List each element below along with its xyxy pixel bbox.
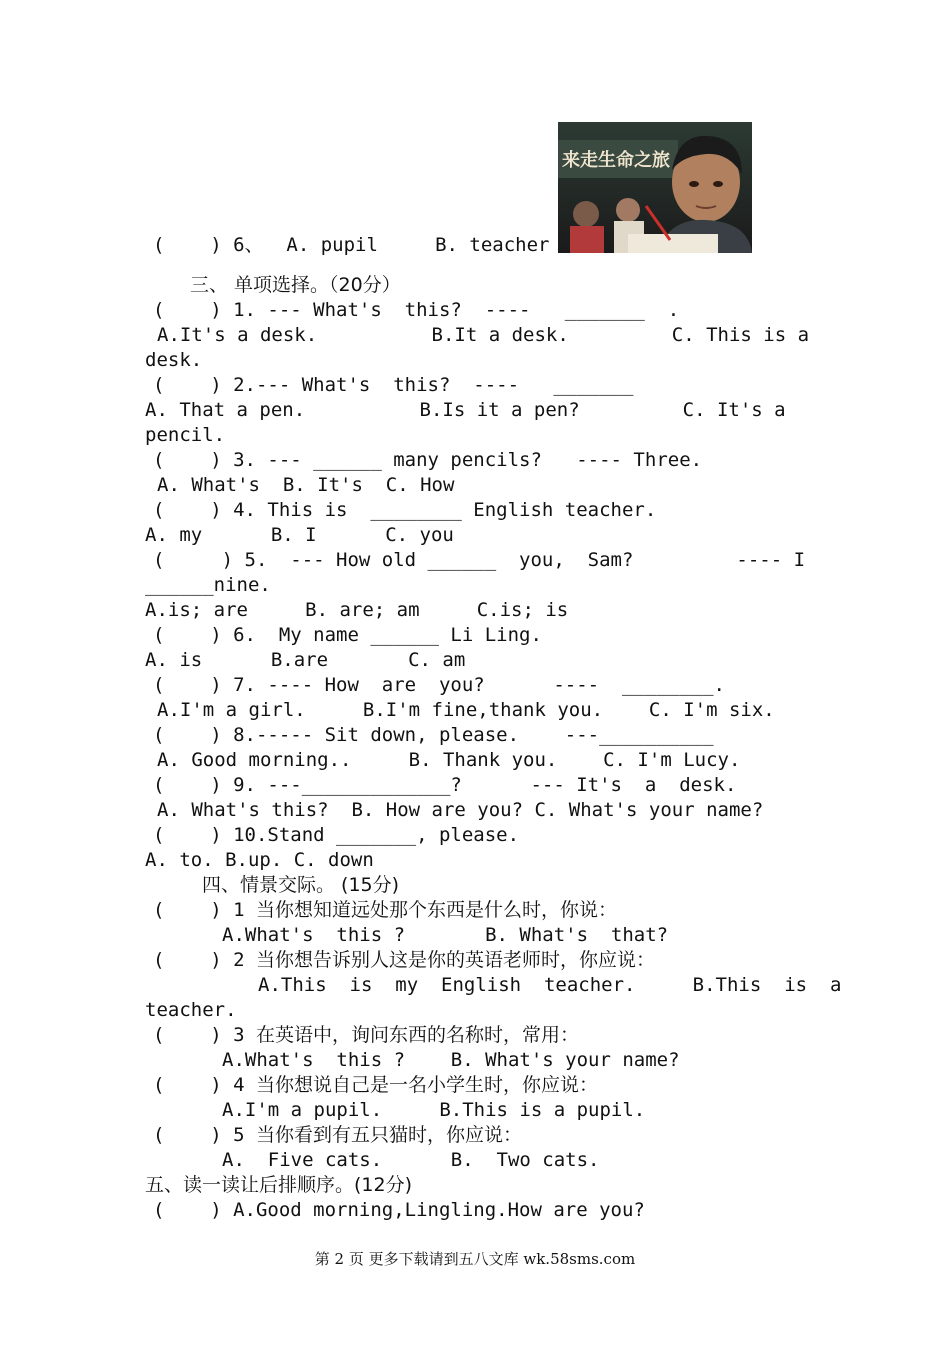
worksheet-line: A. is B.are C. am (145, 649, 466, 671)
worksheet-line: ( ) 6、 A. pupil B. teacher (153, 234, 550, 256)
worksheet-line: teacher. (145, 999, 237, 1021)
worksheet-line: 四、情景交际。 (15分) (202, 874, 400, 896)
worksheet-line: A.is; are B. are; am C.is; is (145, 599, 569, 621)
student-photo (558, 122, 752, 253)
worksheet-line: ( ) 2.--- What's this? ---- _______ (153, 374, 634, 396)
worksheet-line: A.I'm a pupil. B.This is a pupil. (222, 1099, 646, 1121)
worksheet-line: ( ) 10.Stand _______, please. (153, 824, 520, 846)
worksheet-line: A. Good morning.. B. Thank you. C. I'm Lucy. (157, 749, 741, 771)
worksheet-line: A. What's B. It's C. How (157, 474, 455, 496)
worksheet-line: ( ) 1 当你想知道远处那个东西是什么时，你说： (153, 899, 617, 921)
worksheet-line: A. to. B.up. C. down (145, 849, 374, 871)
worksheet-line: A.What's this ? B. What's your name? (222, 1049, 680, 1071)
worksheet-line: A. That a pen. B.Is it a pen? C. It's a (145, 399, 786, 421)
worksheet-line: A.I'm a girl. B.I'm fine,thank you. C. I'm six. (157, 699, 775, 721)
worksheet-line: ( ) 4. This is ________ English teacher. (153, 499, 657, 521)
worksheet-line: ( ) 7. ---- How are you? ---- ________. (153, 674, 725, 696)
worksheet-line: A.What's this ? B. What's that? (222, 924, 669, 946)
worksheet-line: ( ) 4 当你想说自己是一名小学生时，你应说： (153, 1074, 598, 1096)
worksheet-line: ( ) A.Good morning,Lingling.How are you? (153, 1199, 645, 1221)
worksheet-line: ( ) 3. --- ______ many pencils? ---- Three. (153, 449, 703, 471)
worksheet-line: ( ) 5. --- How old ______ you, Sam? ---- I (153, 549, 806, 571)
worksheet-line: A. my B. I C. you (145, 524, 454, 546)
page-footer: 第 2 页 更多下载请到五八文库 wk.58sms.com (314, 1250, 636, 1268)
worksheet-line: ( ) 2 当你想告诉别人这是你的英语老师时，你应说： (153, 949, 655, 971)
student-in-classroom-photo-icon (558, 122, 752, 253)
worksheet-line: A.It's a desk. B.It a desk. C. This is a (157, 324, 810, 346)
worksheet-line: pencil. (145, 424, 226, 446)
worksheet-line: ( ) 8.----- Sit down, please. ---__________ (153, 724, 714, 746)
banner-text: 来走生命之旅 (562, 150, 670, 171)
worksheet-line: ( ) 9. ---_____________? --- It's a desk. (153, 774, 737, 796)
worksheet-line: ( ) 1. --- What's this? ---- _______ . (153, 299, 680, 321)
worksheet-line: A. Five cats. B. Two cats. (222, 1149, 600, 1171)
worksheet-line: 五、读一读让后排顺序。(12分) (145, 1174, 413, 1196)
worksheet-line: desk. (145, 349, 203, 371)
worksheet-line: ______nine. (145, 574, 271, 596)
worksheet-line: ( ) 6. My name ______ Li Ling. (153, 624, 542, 646)
worksheet-line: ( ) 5 当你看到有五只猫时，你应说： (153, 1124, 522, 1146)
worksheet-line: A. What's this? B. How are you? C. What's your name? (157, 799, 764, 821)
worksheet-line: ( ) 3 在英语中，询问东西的名称时，常用： (153, 1024, 579, 1046)
worksheet-line: 三、 单项选择。（20分） (190, 274, 401, 296)
worksheet-line: A.This is my English teacher. B.This is a (258, 974, 842, 996)
